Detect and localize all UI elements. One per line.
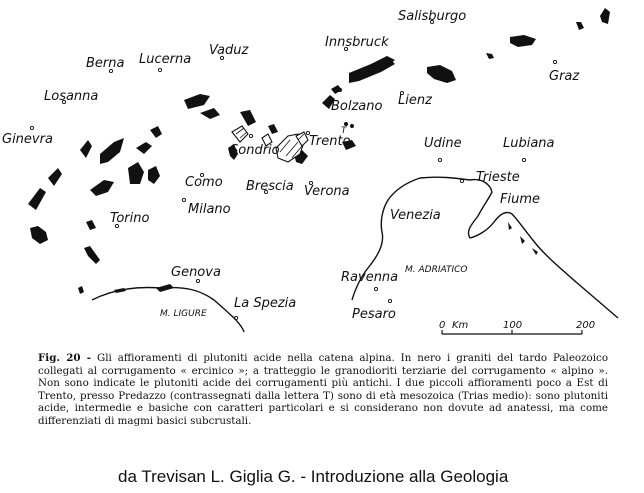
label-innsbruck: Innsbruck <box>325 35 389 50</box>
label-ravenna: Ravenna <box>341 270 399 285</box>
label-lucerna: Lucerna <box>139 52 192 67</box>
figure-caption <box>38 352 608 428</box>
label-verona: Verona <box>304 184 350 199</box>
label-mar-ligure: M. LIGURE <box>160 309 207 319</box>
label-losanna: Losanna <box>44 89 99 104</box>
caption-body: Gli affioramenti di plutoniti acide nella catena alpina. In nero i graniti del tardo Paleozoico collegati al corrugamento « ercinico »; a tratteggio le granodioriti terziarie del corrugamento « alpino ». Non sono indicate le plutoniti acide dei corrugamenti più antichi. I due piccoli affioramenti poco a Est di Trento, presso Predazzo (contrassegnati dalla lettera T) sono di età mesozoica (Trias medio): sono plutoniti acide, intermedie e basiche con caratteri particolari e si considerano non dovute ad anatessi, ma come differenziati di magmi basici subcrustali. <box>38 352 609 427</box>
label-venezia: Venezia <box>390 208 441 223</box>
label-mar-adriatico: M. ADRIATICO <box>405 265 468 275</box>
scale-end: 200 <box>576 320 596 331</box>
label-berna: Berna <box>86 56 125 71</box>
label-torino: Torino <box>110 211 150 226</box>
label-sondrio: Sondrio <box>230 143 280 158</box>
label-trieste: Trieste <box>476 170 520 185</box>
hercynian-outcrops <box>28 8 610 294</box>
scale-mid: 100 <box>503 320 523 331</box>
label-la-spezia: La Spezia <box>234 296 297 311</box>
label-salisburgo: Salisburgo <box>398 9 467 24</box>
istria-dalmatia-coast <box>468 180 618 318</box>
label-lubiana: Lubiana <box>503 136 555 151</box>
scale-zero: 0 <box>439 320 446 331</box>
label-vaduz: Vaduz <box>209 43 249 58</box>
label-trento: Trento <box>309 134 351 149</box>
label-bolzano: Bolzano <box>331 99 383 114</box>
label-lienz: Lienz <box>398 93 432 108</box>
label-brescia: Brescia <box>246 179 294 194</box>
label-predazzo-t: T <box>341 126 347 136</box>
label-genova: Genova <box>171 265 221 280</box>
label-graz: Graz <box>549 69 580 84</box>
label-udine: Udine <box>424 136 462 151</box>
label-milano: Milano <box>188 202 231 217</box>
label-como: Como <box>185 175 223 190</box>
scale-unit: Km <box>452 320 469 331</box>
label-ginevra: Ginevra <box>2 132 53 147</box>
label-fiume: Fiume <box>500 192 540 207</box>
caption-lead: Fig. 20 - <box>38 352 92 364</box>
source-credit: da Trevisan L. Giglia G. - Introduzione alla Geologia <box>118 467 509 486</box>
label-pesaro: Pesaro <box>352 307 396 322</box>
